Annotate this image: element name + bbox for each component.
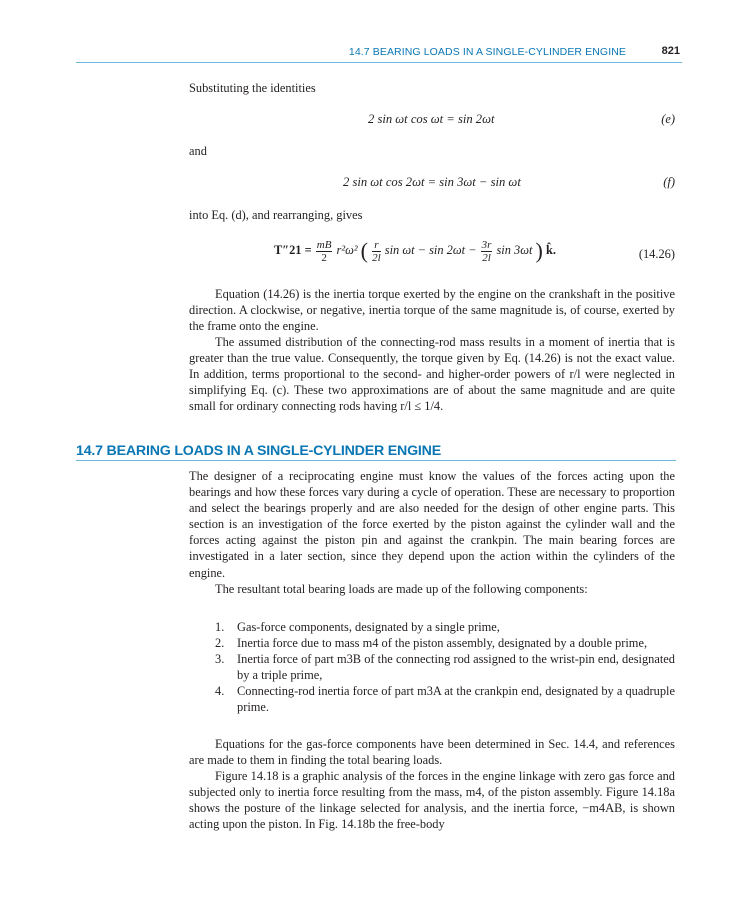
list-item: 2. Inertia force due to mass m4 of the piston assembly, designated by a double prime, [215, 636, 648, 651]
intro-text: Substituting the identities [189, 81, 316, 95]
eq-frac-3r-num: 3r [481, 238, 492, 251]
equation-14-26 [274, 238, 556, 264]
running-title: 14.7 BEARING LOADS IN A SINGLE-CYLINDER ENGINE [348, 46, 626, 58]
eq-term2: sin 3ωt [496, 242, 533, 257]
list-item: 3. Inertia force of part m3B of the connecting rod assigned to the wrist-pin end, designated by a triple prime, [215, 652, 675, 683]
eq-paren-open: ( [360, 238, 368, 263]
eq-mid: r²ω² [336, 242, 358, 257]
eq-lhs: T″21 = [274, 242, 312, 257]
page-number: 821 [661, 45, 680, 57]
eq-tail: k̂. [545, 242, 556, 257]
eq-term1: sin ωt − sin 2ωt − [384, 242, 477, 257]
into-text: into Eq. (d), and rearranging, gives [189, 208, 363, 222]
components-list [215, 619, 675, 716]
list-item: 4. Connecting-rod inertia force of part m3A at the crankpin end, designated by a quadruple prime. [215, 684, 675, 715]
section-paragraph-2: The resultant total bearing loads are made up of the following components: [215, 582, 588, 596]
equation-14-26-label: (14.26) [638, 247, 675, 261]
closing-paragraph-1: Equations for the gas-force components have been determined in Sec. 14.4, and references are made to them in finding the total bearing loads. [189, 737, 675, 768]
eq-frac-mb-num: mB [316, 238, 332, 251]
equation-f-label: (f) [663, 175, 675, 189]
eq-paren-close: ) [535, 238, 543, 263]
eq-frac-mb-den: 2 [321, 251, 327, 264]
eq-frac-r-num: r [372, 239, 381, 252]
equation-f: 2 sin ωt cos 2ωt = sin 3ωt − sin ωt [343, 175, 521, 189]
paragraph-2: The assumed distribution of the connecting-rod mass results in a moment of inertia that is greater than the true value. Consequently, the torque given by Eq. (14.26) is not the exact value. In addition, terms proportional to the second- and higher-order powers of r/l were neglected in simplifying Eq. (c). These two approximations are of about the same magnitude and are quite small for ordinary connecting rods having r/l ≤ 1/4. [189, 335, 675, 414]
closing-paragraph-2: Figure 14.18 is a graphic analysis of the forces in the engine linkage with zero gas force and subjected only to inertia force resulting from the mass, m4, of the piston assembly. Figure 14.18a shows the posture of the linkage selected for analysis, and the inertia force, −m4AB, is shown acting upon the piston. In Fig. 14.18b the free-body [189, 769, 675, 832]
eq-frac-mb [316, 239, 333, 264]
eq-frac-3r [481, 239, 493, 264]
running-header [76, 44, 682, 63]
eq-frac-3r-den: 2l [482, 251, 491, 264]
eq-frac-r-den: 2l [372, 251, 381, 264]
eq-frac-r [372, 239, 381, 264]
section-heading [76, 442, 676, 461]
equation-e-label: (e) [661, 112, 675, 126]
paragraph-1: Equation (14.26) is the inertia torque exerted by the engine on the crankshaft in the positive direction. A clockwise, or negative, inertia torque of the same magnitude is, of course, exerted by the frame onto the engine. [189, 287, 675, 334]
section-paragraph-1: The designer of a reciprocating engine must know the values of the forces acting upon the bearings and how these forces vary during a cycle of operation. These are necessary to proportion and select the bearings properly and are also needed for the design of other engine parts. This section is an investigation of the force exerted by the piston against the cylinder wall and the forces acting against the piston pin and against the crankpin. The main bearing forces are investigated in a later section, since they depend upon the action within the cylinders of the engine. [189, 469, 675, 580]
equation-e: 2 sin ωt cos ωt = sin 2ωt [368, 112, 495, 126]
section-title: 14.7 BEARING LOADS IN A SINGLE-CYLINDER ENGINE [76, 443, 441, 459]
list-item: 1. Gas-force components, designated by a single prime, [215, 620, 500, 634]
and-text: and [189, 144, 207, 158]
